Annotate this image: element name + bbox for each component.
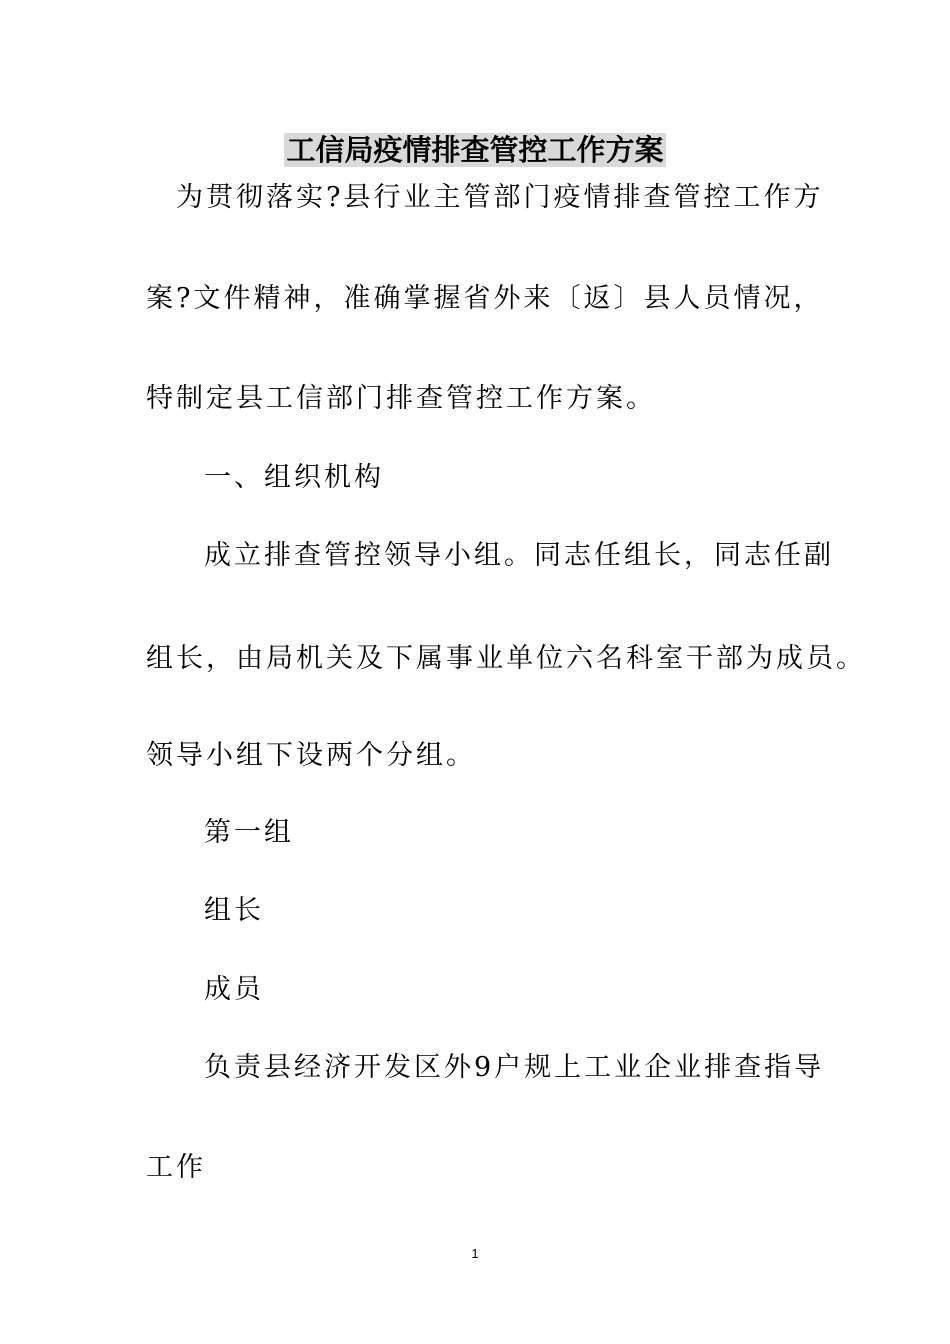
paragraph-line-4: 成立排查管控领导小组。同志任组长，同志任副 — [204, 540, 834, 571]
group-label: 第一组 — [204, 817, 294, 848]
section-heading: 一、组织机构 — [204, 462, 384, 493]
leader-label: 组长 — [204, 895, 264, 926]
members-label: 成员 — [204, 974, 264, 1005]
document-title-text: 工信局疫情排查管控工作方案 — [286, 133, 664, 167]
page-number: 1 — [471, 1246, 479, 1261]
paragraph-line-5: 组长，由局机关及下属事业单位六名科室干部为成员。 — [146, 643, 866, 674]
document-title — [0, 130, 950, 170]
paragraph-line-7: 负责县经济开发区外9户规上工业企业排查指导 — [204, 1052, 825, 1083]
paragraph-line-6: 领导小组下设两个分组。 — [146, 740, 476, 771]
paragraph-line-3: 特制定县工信部门排查管控工作方案。 — [146, 383, 656, 414]
paragraph-line-2: 案?文件精神，准确掌握省外来〔返〕县人员情况， — [146, 283, 824, 314]
paragraph-line-8: 工作 — [146, 1152, 206, 1183]
paragraph-line-1: 为贯彻落实?县行业主管部门疫情排查管控工作方 — [176, 182, 824, 213]
